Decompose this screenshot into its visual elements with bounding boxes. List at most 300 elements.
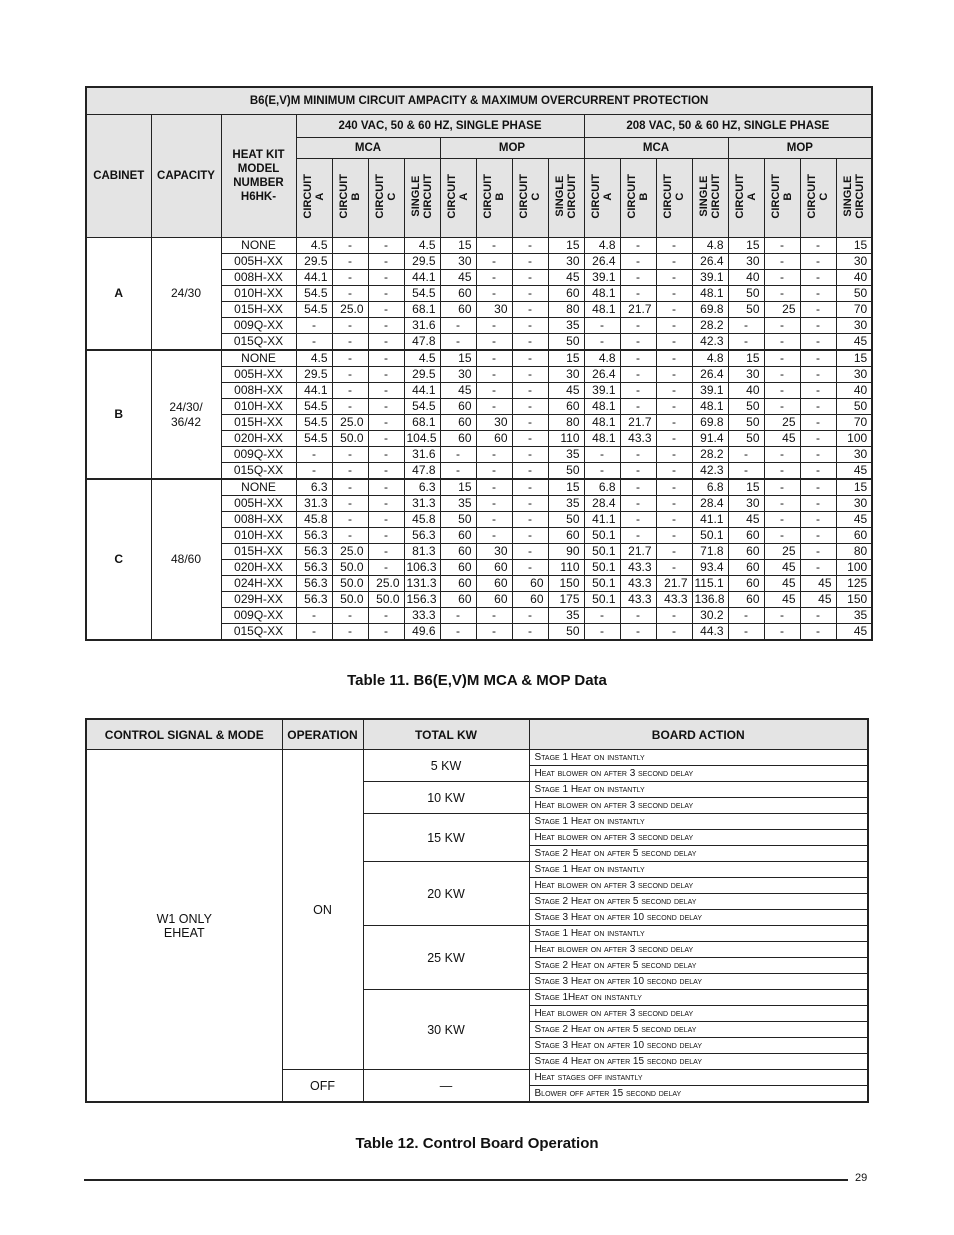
value-cell: - [476, 254, 512, 270]
model-cell: 008H-XX [221, 270, 296, 286]
value-cell: 15 [836, 238, 872, 254]
value-cell: - [296, 334, 332, 351]
value-cell: 25 [764, 415, 800, 431]
header-total-kw: TOTAL KW [363, 719, 529, 750]
header-circuit: SINGLE CIRCUIT [836, 159, 872, 238]
value-cell: - [332, 318, 368, 334]
value-cell: 68.1 [404, 302, 440, 318]
value-cell: 43.3 [620, 560, 656, 576]
value-cell: 45 [764, 576, 800, 592]
capacity-cell: 48/60 [151, 479, 221, 640]
value-cell: 28.4 [584, 496, 620, 512]
value-cell: - [620, 447, 656, 463]
value-cell: 6.8 [692, 479, 728, 496]
value-cell: 40 [836, 270, 872, 286]
value-cell: - [764, 286, 800, 302]
value-cell: - [656, 302, 692, 318]
value-cell: - [620, 479, 656, 496]
value-cell: 21.7 [656, 576, 692, 592]
value-cell: 156.3 [404, 592, 440, 608]
value-cell: 50.0 [332, 592, 368, 608]
value-cell: 50 [728, 302, 764, 318]
value-cell: 50.0 [332, 560, 368, 576]
value-cell: - [584, 447, 620, 463]
value-cell: - [620, 270, 656, 286]
value-cell: 43.3 [656, 592, 692, 608]
value-cell: - [764, 318, 800, 334]
value-cell: - [656, 254, 692, 270]
value-cell: - [656, 463, 692, 480]
value-cell: - [368, 431, 404, 447]
value-cell: 50.0 [368, 592, 404, 608]
value-cell: - [440, 334, 476, 351]
value-cell: 91.4 [692, 431, 728, 447]
value-cell: 45 [836, 512, 872, 528]
value-cell: 60 [728, 560, 764, 576]
value-cell: - [332, 238, 368, 254]
value-cell: - [368, 528, 404, 544]
value-cell: 44.1 [404, 270, 440, 286]
value-cell: - [512, 415, 548, 431]
value-cell: 50 [728, 431, 764, 447]
table11-caption: Table 11. B6(E,V)M MCA & MOP Data [347, 672, 607, 689]
board-action-cell: Stage 1Heat on instantly [529, 990, 868, 1006]
value-cell: 48.1 [584, 399, 620, 415]
mca-mop-table [85, 86, 873, 641]
board-action-cell: Stage 3 Heat on after 10 second delay [529, 910, 868, 926]
value-cell: - [476, 447, 512, 463]
value-cell: - [512, 528, 548, 544]
value-cell: - [800, 479, 836, 496]
value-cell: 35 [548, 447, 584, 463]
signal-cell: W1 ONLY EHEAT [86, 750, 282, 1103]
value-cell: 25 [764, 544, 800, 560]
value-cell: - [800, 383, 836, 399]
value-cell: - [476, 270, 512, 286]
value-cell: - [764, 447, 800, 463]
value-cell: - [800, 318, 836, 334]
value-cell: - [764, 383, 800, 399]
value-cell: 48.1 [692, 286, 728, 302]
value-cell: 48.1 [584, 415, 620, 431]
header-circuit: SINGLE CIRCUIT [548, 159, 584, 238]
value-cell: - [800, 608, 836, 624]
value-cell: 60 [728, 592, 764, 608]
value-cell: - [656, 238, 692, 254]
board-action-cell: Heat blower on after 3 second delay [529, 766, 868, 782]
value-cell: 25.0 [368, 576, 404, 592]
value-cell: 25.0 [332, 544, 368, 560]
value-cell: 60 [476, 560, 512, 576]
value-cell: - [476, 238, 512, 254]
value-cell: 39.1 [692, 270, 728, 286]
value-cell: 50 [836, 399, 872, 415]
value-cell: - [800, 286, 836, 302]
value-cell: - [764, 479, 800, 496]
value-cell: 35 [548, 608, 584, 624]
value-cell: 30 [728, 367, 764, 383]
value-cell: 30 [836, 318, 872, 334]
value-cell: - [728, 624, 764, 641]
value-cell: 40 [728, 383, 764, 399]
value-cell: 50 [548, 334, 584, 351]
value-cell: - [800, 528, 836, 544]
header-circuit: CIRCUIT A [728, 159, 764, 238]
value-cell: 26.4 [692, 254, 728, 270]
value-cell: 25.0 [332, 302, 368, 318]
value-cell: - [656, 415, 692, 431]
value-cell: - [764, 512, 800, 528]
value-cell: 29.5 [296, 367, 332, 383]
model-cell: 015Q-XX [221, 334, 296, 351]
value-cell: - [512, 254, 548, 270]
model-cell: 020H-XX [221, 431, 296, 447]
value-cell: - [476, 496, 512, 512]
value-cell: - [440, 608, 476, 624]
value-cell: 48.1 [584, 302, 620, 318]
value-cell: 104.5 [404, 431, 440, 447]
value-cell: - [800, 367, 836, 383]
model-cell: 005H-XX [221, 254, 296, 270]
value-cell: 4.8 [584, 350, 620, 367]
value-cell: - [440, 624, 476, 641]
value-cell: 45 [800, 592, 836, 608]
header-circuit: CIRCUIT A [584, 159, 620, 238]
value-cell: 43.3 [620, 576, 656, 592]
value-cell: 44.1 [296, 270, 332, 286]
value-cell: 26.4 [692, 367, 728, 383]
value-cell: - [800, 302, 836, 318]
value-cell: 90 [548, 544, 584, 560]
value-cell: - [656, 560, 692, 576]
value-cell: 15 [728, 479, 764, 496]
model-cell: 005H-XX [221, 496, 296, 512]
value-cell: 60 [548, 399, 584, 415]
value-cell: - [440, 463, 476, 480]
value-cell: 54.5 [296, 302, 332, 318]
value-cell: 31.6 [404, 447, 440, 463]
value-cell: - [764, 350, 800, 367]
value-cell: 60 [440, 544, 476, 560]
value-cell: - [476, 334, 512, 351]
value-cell: - [512, 334, 548, 351]
board-action-cell: Stage 1 Heat on instantly [529, 750, 868, 766]
value-cell: - [728, 334, 764, 351]
value-cell: 54.5 [404, 286, 440, 302]
model-cell: 009Q-XX [221, 447, 296, 463]
value-cell: - [512, 270, 548, 286]
value-cell: 60 [728, 544, 764, 560]
value-cell: 40 [836, 383, 872, 399]
value-cell: 60 [440, 592, 476, 608]
value-cell: 44.3 [692, 624, 728, 641]
value-cell: 93.4 [692, 560, 728, 576]
value-cell: 39.1 [584, 383, 620, 399]
value-cell: - [764, 624, 800, 641]
value-cell: 42.3 [692, 463, 728, 480]
value-cell: 60 [440, 399, 476, 415]
value-cell: - [728, 447, 764, 463]
value-cell: 106.3 [404, 560, 440, 576]
value-cell: - [368, 367, 404, 383]
value-cell: - [476, 624, 512, 641]
value-cell: - [512, 479, 548, 496]
value-cell: 25 [764, 302, 800, 318]
value-cell: 15 [728, 238, 764, 254]
value-cell: - [512, 544, 548, 560]
value-cell: - [440, 318, 476, 334]
value-cell: 31.3 [296, 496, 332, 512]
header-mop-240: MOP [440, 138, 584, 159]
model-cell: 010H-XX [221, 286, 296, 302]
value-cell: 43.3 [620, 592, 656, 608]
value-cell: - [800, 254, 836, 270]
value-cell: 29.5 [296, 254, 332, 270]
value-cell: - [800, 560, 836, 576]
value-cell: - [332, 286, 368, 302]
header-mop-208: MOP [728, 138, 872, 159]
board-action-cell: Heat blower on after 3 second delay [529, 830, 868, 846]
value-cell: - [620, 334, 656, 351]
model-cell: NONE [221, 238, 296, 254]
value-cell: 45 [548, 270, 584, 286]
header-circuit: SINGLE CIRCUIT [692, 159, 728, 238]
value-cell: 100 [836, 560, 872, 576]
value-cell: - [440, 447, 476, 463]
value-cell: 45 [836, 624, 872, 641]
value-cell: - [620, 238, 656, 254]
board-action-cell: Heat blower on after 3 second delay [529, 798, 868, 814]
value-cell: 35 [548, 318, 584, 334]
value-cell: 15 [836, 350, 872, 367]
model-cell: 015Q-XX [221, 624, 296, 641]
value-cell: - [764, 399, 800, 415]
table-row [86, 350, 872, 367]
value-cell: - [800, 544, 836, 560]
value-cell: 125 [836, 576, 872, 592]
value-cell: - [620, 350, 656, 367]
model-cell: 010H-XX [221, 528, 296, 544]
value-cell: - [512, 286, 548, 302]
value-cell: - [656, 512, 692, 528]
value-cell: 29.5 [404, 367, 440, 383]
value-cell: - [332, 479, 368, 496]
value-cell: 33.3 [404, 608, 440, 624]
value-cell: 15 [548, 479, 584, 496]
value-cell: 47.8 [404, 463, 440, 480]
value-cell: 60 [728, 576, 764, 592]
model-cell: 015Q-XX [221, 463, 296, 480]
model-cell: NONE [221, 479, 296, 496]
value-cell: - [512, 447, 548, 463]
value-cell: 56.3 [296, 560, 332, 576]
page-number: 29 [855, 1172, 868, 1184]
table-row [86, 238, 872, 254]
value-cell: 80 [836, 544, 872, 560]
value-cell: 21.7 [620, 544, 656, 560]
value-cell: 69.8 [692, 415, 728, 431]
value-cell: - [584, 334, 620, 351]
value-cell: 35 [440, 496, 476, 512]
value-cell: - [764, 254, 800, 270]
value-cell: - [656, 318, 692, 334]
value-cell: 56.3 [296, 528, 332, 544]
header-circuit: CIRCUIT B [332, 159, 368, 238]
board-action-cell: Heat blower on after 3 second delay [529, 942, 868, 958]
value-cell: 50.1 [692, 528, 728, 544]
value-cell: 15 [440, 238, 476, 254]
value-cell: 71.8 [692, 544, 728, 560]
value-cell: - [800, 270, 836, 286]
model-cell: 015H-XX [221, 302, 296, 318]
value-cell: 50 [548, 463, 584, 480]
value-cell: 45 [836, 463, 872, 480]
value-cell: 60 [440, 560, 476, 576]
value-cell: - [656, 608, 692, 624]
value-cell: 47.8 [404, 334, 440, 351]
header-208vac: 208 VAC, 50 & 60 HZ, SINGLE PHASE [584, 115, 872, 138]
value-cell: 28.4 [692, 496, 728, 512]
value-cell: 48.1 [692, 399, 728, 415]
value-cell: 4.8 [584, 238, 620, 254]
value-cell: 44.1 [404, 383, 440, 399]
value-cell: 56.3 [296, 576, 332, 592]
value-cell: - [764, 270, 800, 286]
value-cell: 60 [476, 431, 512, 447]
model-cell: NONE [221, 350, 296, 367]
value-cell: - [656, 431, 692, 447]
value-cell: 60 [440, 415, 476, 431]
value-cell: - [332, 399, 368, 415]
value-cell: - [476, 528, 512, 544]
board-action-cell: Stage 2 Heat on after 5 second delay [529, 958, 868, 974]
model-cell: 020H-XX [221, 560, 296, 576]
value-cell: 60 [476, 592, 512, 608]
header-capacity: CAPACITY [151, 115, 221, 238]
value-cell: - [512, 624, 548, 641]
value-cell: - [620, 286, 656, 302]
value-cell: 26.4 [584, 254, 620, 270]
value-cell: 42.3 [692, 334, 728, 351]
model-cell: 010H-XX [221, 399, 296, 415]
header-circuit: CIRCUIT C [656, 159, 692, 238]
value-cell: - [800, 350, 836, 367]
value-cell: 30 [836, 496, 872, 512]
cabinet-cell: B [86, 350, 151, 479]
value-cell: 136.8 [692, 592, 728, 608]
value-cell: - [368, 302, 404, 318]
value-cell: - [620, 254, 656, 270]
value-cell: 115.1 [692, 576, 728, 592]
value-cell: 30 [836, 447, 872, 463]
value-cell: 4.5 [404, 238, 440, 254]
value-cell: - [512, 496, 548, 512]
value-cell: 45.8 [404, 512, 440, 528]
value-cell: 25.0 [332, 415, 368, 431]
value-cell: 60 [440, 286, 476, 302]
operation-on-cell: ON [282, 750, 363, 1070]
model-cell: 024H-XX [221, 576, 296, 592]
value-cell: 81.3 [404, 544, 440, 560]
value-cell: - [368, 238, 404, 254]
header-circuit: CIRCUIT B [620, 159, 656, 238]
value-cell: - [584, 463, 620, 480]
value-cell: - [332, 496, 368, 512]
value-cell: 60 [440, 302, 476, 318]
value-cell: 21.7 [620, 415, 656, 431]
value-cell: 60 [440, 576, 476, 592]
model-cell: 015H-XX [221, 544, 296, 560]
value-cell: 44.1 [296, 383, 332, 399]
value-cell: - [584, 608, 620, 624]
value-cell: 45 [764, 560, 800, 576]
value-cell: - [800, 463, 836, 480]
value-cell: - [332, 512, 368, 528]
value-cell: 80 [548, 415, 584, 431]
value-cell: - [512, 350, 548, 367]
value-cell: 110 [548, 431, 584, 447]
control-board-table [85, 718, 869, 1103]
value-cell: - [728, 608, 764, 624]
value-cell: - [368, 624, 404, 641]
value-cell: 50.0 [332, 576, 368, 592]
value-cell: - [656, 383, 692, 399]
value-cell: 45 [764, 431, 800, 447]
value-cell: - [476, 367, 512, 383]
value-cell: - [656, 270, 692, 286]
value-cell: - [800, 447, 836, 463]
value-cell: 50 [548, 624, 584, 641]
kw-cell-off: — [363, 1070, 529, 1103]
value-cell: - [764, 463, 800, 480]
value-cell: - [332, 447, 368, 463]
value-cell: 30 [728, 254, 764, 270]
header-circuit: CIRCUIT B [764, 159, 800, 238]
value-cell: 30 [440, 367, 476, 383]
value-cell: - [512, 431, 548, 447]
value-cell: - [476, 286, 512, 302]
value-cell: - [332, 528, 368, 544]
value-cell: 54.5 [404, 399, 440, 415]
value-cell: 50.1 [584, 560, 620, 576]
value-cell: - [512, 318, 548, 334]
value-cell: - [332, 254, 368, 270]
board-action-cell: Stage 2 Heat on after 5 second delay [529, 1022, 868, 1038]
value-cell: 48.1 [584, 286, 620, 302]
board-action-cell: Stage 1 Heat on instantly [529, 926, 868, 942]
header-circuit: CIRCUIT B [476, 159, 512, 238]
value-cell: - [368, 399, 404, 415]
board-action-cell: Stage 2 Heat on after 5 second delay [529, 894, 868, 910]
value-cell: 48.1 [584, 431, 620, 447]
value-cell: - [764, 334, 800, 351]
value-cell: 60 [836, 528, 872, 544]
value-cell: 69.8 [692, 302, 728, 318]
value-cell: - [512, 512, 548, 528]
kw-cell: 10 KW [363, 782, 529, 814]
value-cell: 26.4 [584, 367, 620, 383]
value-cell: 50 [836, 286, 872, 302]
value-cell: - [764, 528, 800, 544]
kw-cell: 20 KW [363, 862, 529, 926]
value-cell: - [512, 238, 548, 254]
value-cell: 15 [728, 350, 764, 367]
header-mca-240: MCA [296, 138, 440, 159]
value-cell: - [620, 608, 656, 624]
board-action-cell: Stage 2 Heat on after 5 second delay [529, 846, 868, 862]
header-circuit: CIRCUIT C [800, 159, 836, 238]
value-cell: - [332, 608, 368, 624]
